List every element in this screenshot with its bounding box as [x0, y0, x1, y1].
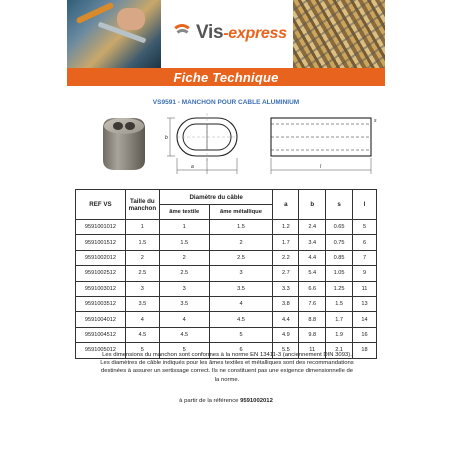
cell: 13: [353, 296, 377, 311]
cell: 4: [209, 296, 273, 311]
side-view-drawing: [263, 108, 383, 184]
cell: 16: [353, 327, 377, 342]
cell: 4.4: [299, 250, 326, 265]
logo-main-text: Vis: [196, 22, 224, 43]
cell-ref: 9591004012: [76, 312, 126, 327]
cell: 5: [353, 220, 377, 235]
header-ref: REF VS: [76, 190, 126, 220]
cell: 4.4: [273, 312, 299, 327]
cell: 7.6: [299, 296, 326, 311]
cell: 1.7: [326, 312, 353, 327]
cell-ref: 9591001512: [76, 235, 126, 250]
header-s: s: [326, 190, 353, 220]
screws-photo: [293, 0, 385, 68]
header-taille: Taille du manchon: [125, 190, 159, 220]
cell: 6: [353, 235, 377, 250]
cell-ref: 9591003512: [76, 296, 126, 311]
product-title: VS9591 - MANCHON POUR CABLE ALUMINIUM: [152, 99, 300, 106]
header-a: a: [273, 190, 299, 220]
cell: 2.5: [125, 266, 159, 281]
technical-drawings: [67, 108, 385, 188]
reference-code: 9591002012: [240, 398, 273, 404]
cell: 4.5: [125, 327, 159, 342]
cell: 2.2: [273, 250, 299, 265]
cell: 0.85: [326, 250, 353, 265]
cell: 14: [353, 312, 377, 327]
cell: 1.9: [326, 327, 353, 342]
note-line: Les diamètres de câble indiqués pour les âmes textiles et métalliques sont des recommandations: [100, 360, 354, 367]
cell: 1.2: [273, 220, 299, 235]
cell: 11: [353, 281, 377, 296]
cell: 3.5: [125, 296, 159, 311]
cell: 3.5: [159, 296, 209, 311]
cell: 6.6: [299, 281, 326, 296]
cell: 3.5: [209, 281, 273, 296]
label-l: l: [320, 164, 322, 170]
cell: 6: [209, 343, 273, 358]
header-diametre: Diamètre du câble: [159, 190, 273, 205]
header-banner: [67, 0, 385, 68]
front-view-drawing: [167, 108, 253, 184]
label-b: b: [165, 135, 168, 141]
technical-sheet-page: [67, 0, 385, 452]
header-ame-textile: âme textile: [159, 205, 209, 220]
cell: 8.8: [299, 312, 326, 327]
logo-swoosh-icon: [171, 22, 193, 44]
cell: 5: [159, 343, 209, 358]
table-row: [76, 281, 377, 296]
cell: 3: [209, 266, 273, 281]
cell: 2.4: [299, 220, 326, 235]
table-row: [76, 327, 377, 342]
cell: 5.5: [273, 343, 299, 358]
table-row: [76, 250, 377, 265]
cell: 0.65: [326, 220, 353, 235]
cell: 1.7: [273, 235, 299, 250]
cell: 7: [353, 250, 377, 265]
cell: 1.5: [125, 235, 159, 250]
note-line: Les dimensions du manchon sont conformes à la norme EN 13411-3 (anciennement DIN 3093).: [102, 352, 352, 358]
cell: 9: [353, 266, 377, 281]
cell-ref: 9591002012: [76, 250, 126, 265]
cell: 2.5: [159, 266, 209, 281]
header-l: l: [353, 190, 377, 220]
cell: 2.1: [326, 343, 353, 358]
table-row: [76, 312, 377, 327]
cell: 4.9: [273, 327, 299, 342]
cell-ref: 9591002512: [76, 266, 126, 281]
note-line: la norme.: [214, 376, 240, 383]
header-ame-metallique: âme métallique: [209, 205, 273, 220]
cell: 3: [159, 281, 209, 296]
cell: 3.3: [273, 281, 299, 296]
cell: 18: [353, 343, 377, 358]
cell: 11: [299, 343, 326, 358]
cell: 4: [159, 312, 209, 327]
table-row: [76, 266, 377, 281]
note-line: destinées à assurer un sertissage correct. Ils ne constituent pas une exigence dimensionnelle de: [100, 368, 354, 375]
cell: 5.4: [299, 266, 326, 281]
reference-prefix: à partir de la référence: [179, 398, 239, 404]
sleeve-render-image: [97, 114, 149, 172]
cell: 0.75: [326, 235, 353, 250]
cell: 9.8: [299, 327, 326, 342]
cell: 1.5: [159, 235, 209, 250]
cell: 4: [125, 312, 159, 327]
label-s: s: [374, 118, 377, 124]
cell: 1.25: [326, 281, 353, 296]
cell: 3.4: [299, 235, 326, 250]
cell: 2.5: [209, 250, 273, 265]
cell: 5: [209, 327, 273, 342]
cell: 5: [125, 343, 159, 358]
reference-line: [67, 398, 385, 404]
table-row: [76, 220, 377, 235]
cell: 3: [125, 281, 159, 296]
cell: 2: [159, 250, 209, 265]
cell: 1: [125, 220, 159, 235]
cell-ref: 9591004512: [76, 327, 126, 342]
vis-express-logo[interactable]: [171, 22, 287, 44]
table-row: [76, 296, 377, 311]
page-title: Fiche Technique: [173, 69, 279, 85]
cell-ref: 9591003012: [76, 281, 126, 296]
cell-ref: 9591001012: [76, 220, 126, 235]
notes-paragraph: [71, 351, 383, 384]
cell: 2: [125, 250, 159, 265]
cell: 1.5: [326, 296, 353, 311]
label-a: a: [191, 164, 194, 170]
cell: 3.8: [273, 296, 299, 311]
cell: 4.5: [159, 327, 209, 342]
cell: 4.5: [209, 312, 273, 327]
header-b: b: [299, 190, 326, 220]
logo-accent-text: -express: [223, 25, 287, 42]
tools-photo: [67, 0, 161, 68]
cell: 2.7: [273, 266, 299, 281]
dimensions-table: [75, 189, 377, 359]
cell: 1: [159, 220, 209, 235]
title-bar: [67, 68, 385, 86]
cell-ref: 9591005012: [76, 343, 126, 358]
table-row: [76, 235, 377, 250]
cell: 2: [209, 235, 273, 250]
cell: 1.05: [326, 266, 353, 281]
cell: 1.5: [209, 220, 273, 235]
